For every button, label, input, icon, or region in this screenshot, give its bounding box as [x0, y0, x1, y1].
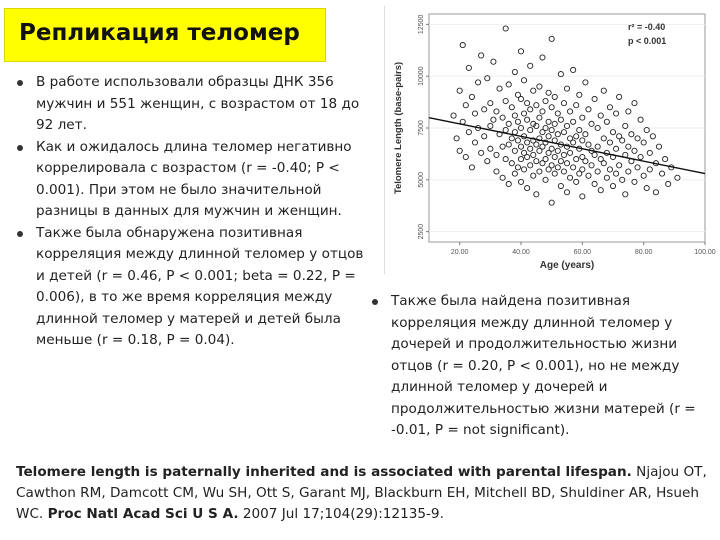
citation-journal: Proc Natl Acad Sci U S A.	[47, 506, 239, 522]
x-axis-label: Age (years)	[539, 260, 595, 271]
citation-date: 2007 Jul 17;104(29):12135-9.	[238, 506, 444, 522]
telomere-age-scatter-chart	[384, 6, 716, 274]
y-tick-label: 2500	[418, 223, 425, 240]
citation	[16, 462, 712, 525]
x-tick-label: 100.00	[694, 249, 716, 256]
annotation-p: p < 0.001	[628, 36, 667, 46]
x-tick-label: 60.00	[573, 249, 592, 256]
x-axis-ticks	[451, 242, 716, 256]
y-tick-label: 12500	[418, 14, 425, 35]
citation-authors: Njajou OT, Cawthon RM, Damcott CM, Wu SH, Ott S, Garant MJ, Blackburn EH, Mitchell BD, Shuldiner AR, Hsueh WC.	[16, 464, 707, 522]
annotation-r: r² = -0.40	[628, 22, 666, 32]
x-tick-label: 40.00	[512, 249, 530, 256]
y-tick-label: 10000	[418, 66, 425, 86]
scatter-plot-svg	[385, 6, 717, 274]
x-tick-label: 80.00	[634, 249, 653, 256]
y-tick-label: 5000	[418, 172, 425, 188]
title-box	[4, 8, 326, 62]
y-axis-label: Telomere Length (base-pairs)	[393, 61, 404, 195]
citation-title: Telomere length is paternally inherited and is associated with parental lifespan.	[16, 464, 632, 480]
left-bullet-list	[14, 72, 368, 352]
x-tick-label: 20.00	[450, 249, 469, 256]
slide-title: Репликация теломер	[19, 20, 300, 46]
bullet-item: Как и ожидалось длина теломер негативно коррелировала с возрастом (r = -0.40; P < 0.001). При этом не было значительной разницы в данных для мужчин и женщин.	[14, 137, 366, 223]
right-bullet-list	[369, 291, 717, 442]
bullet-item: Также была найдена позитивная корреляция между длинной теломер у дочерей и продолжительностью жизни отцов (r = 0.20, P < 0.001), но не между длинной теломер у дочерей и продолжительностью жизни матерей (r = -0.01, P = not significant).	[369, 291, 717, 442]
y-axis-ticks	[418, 15, 429, 240]
bullet-item: В работе использовали образцы ДНК 356 мужчин и 551 женщин, с возрастом от 18 до 92 лет.	[14, 72, 366, 137]
y-tick-label: 7500	[418, 120, 425, 136]
bullet-item: Также была обнаружена позитивная корреляция между длинной теломер у отцов и детей (r = 0.46, P < 0.001; beta = 0.22, P = 0.006), в то же время корреляция между длинной теломер у матерей и детей была меньше (r = 0.18, P = 0.04).	[14, 223, 366, 352]
